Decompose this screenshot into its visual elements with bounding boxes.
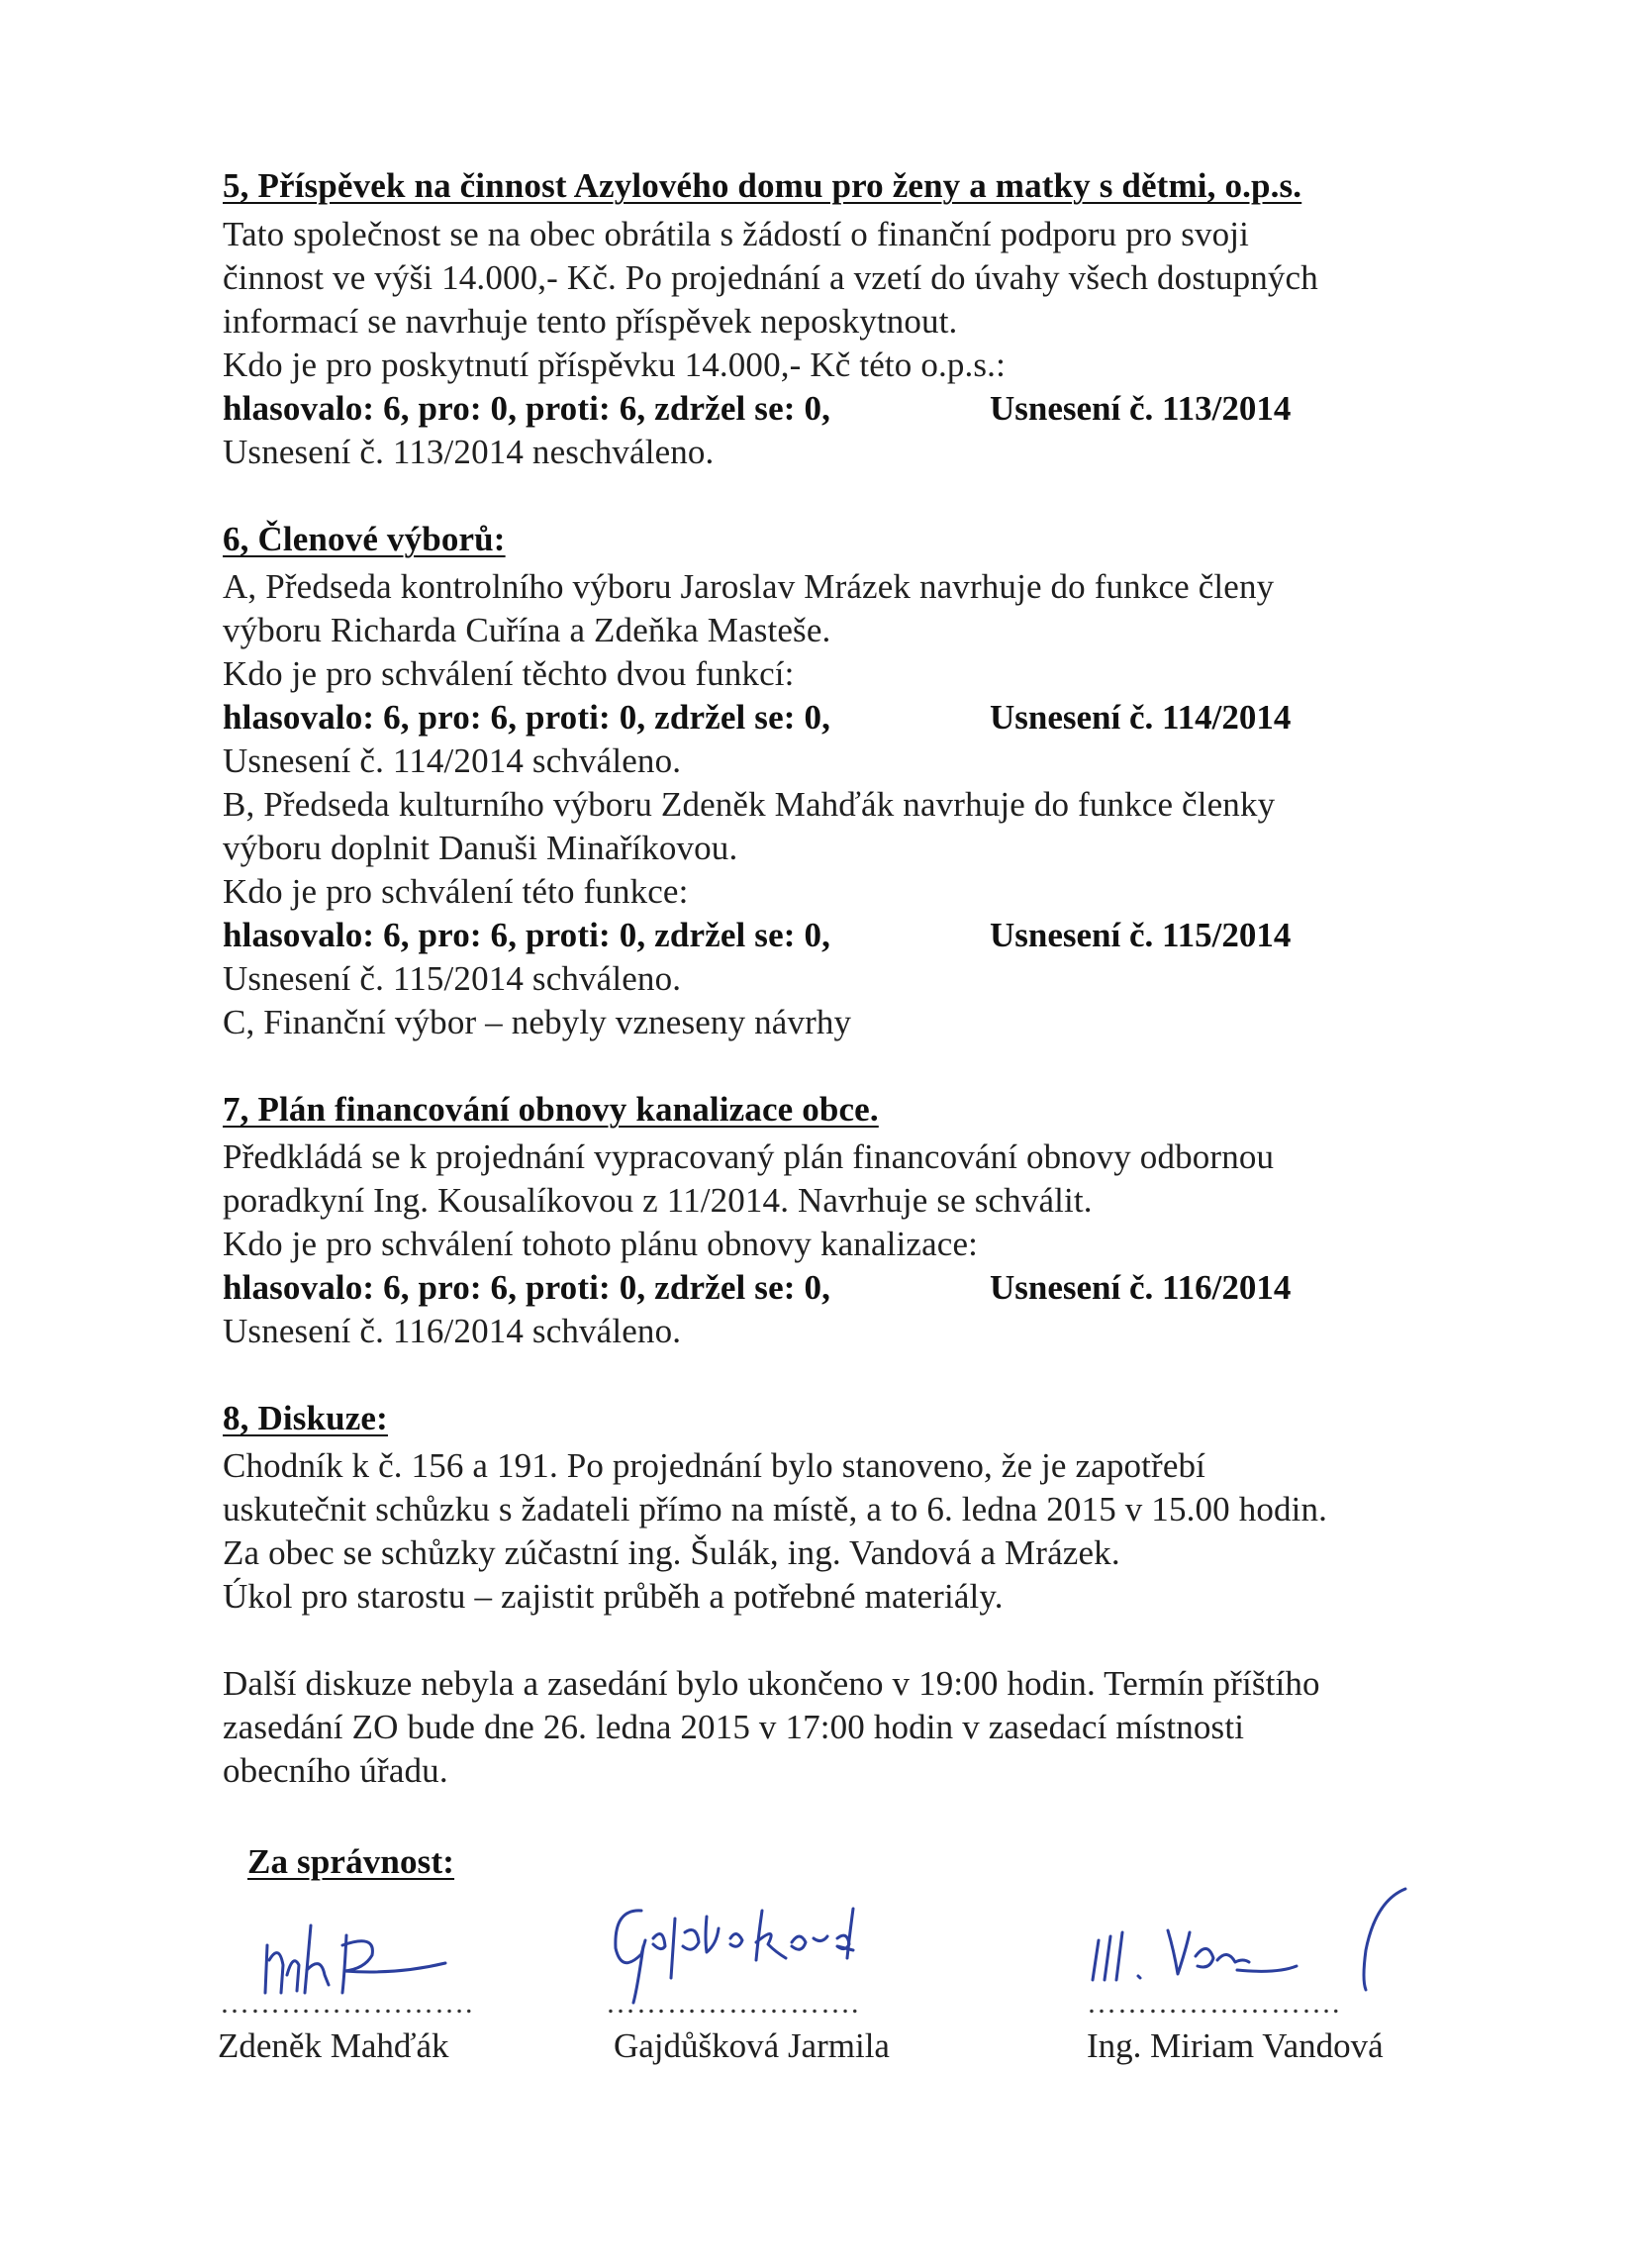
section-6a-line: A, Předseda kontrolního výboru Jaroslav Mrázek navrhuje do funkce členy bbox=[223, 567, 1275, 606]
section-6a-vote: hlasovalo: 6, pro: 6, proti: 0, zdržel se: 0, bbox=[223, 698, 831, 737]
section-6c-line: C, Finanční výbor – nebyly vzneseny návrhy bbox=[223, 1003, 852, 1041]
section-8-line: uskutečnit schůzku s žadateli přímo na místě, a to 6. ledna 2015 v 15.00 hodin. bbox=[223, 1490, 1328, 1528]
section-7-resolution: Usnesení č. 116/2014 bbox=[990, 1268, 1292, 1307]
signature-2-name: Gajdůšková Jarmila bbox=[614, 2026, 890, 2065]
section-7-heading: 7, Plán financování obnovy kanalizace obce. bbox=[223, 1090, 879, 1129]
signature-1-line: ……………………. bbox=[220, 1987, 474, 2020]
section-8-line: Za obec se schůzky zúčastní ing. Šulák, ing. Vandová a Mrázek. bbox=[223, 1533, 1120, 1572]
section-8-heading: 8, Diskuze: bbox=[223, 1399, 388, 1437]
section-6b-vote: hlasovalo: 6, pro: 6, proti: 0, zdržel se: 0, bbox=[223, 916, 831, 954]
section-6-heading: 6, Členové výborů: bbox=[223, 520, 506, 558]
section-6b-line: Kdo je pro schválení této funkce: bbox=[223, 872, 689, 911]
signature-1-name: Zdeněk Mahďák bbox=[218, 2026, 449, 2065]
section-5-vote: hlasovalo: 6, pro: 0, proti: 6, zdržel se: 0, bbox=[223, 389, 831, 428]
section-5-line: informací se navrhuje tento příspěvek neposkytnout. bbox=[223, 302, 958, 341]
section-7-vote: hlasovalo: 6, pro: 6, proti: 0, zdržel se: 0, bbox=[223, 1268, 831, 1307]
section-6a-resolution: Usnesení č. 114/2014 bbox=[990, 698, 1292, 737]
section-6a-line: výboru Richarda Cuřína a Zdeňka Masteše. bbox=[223, 611, 831, 649]
section-5-resolution: Usnesení č. 113/2014 bbox=[990, 389, 1292, 428]
signature-2-line: ……………………. bbox=[606, 1987, 860, 2020]
section-6b-line: B, Předseda kulturního výboru Zdeněk Mahďák navrhuje do funkce členky bbox=[223, 785, 1276, 824]
section-5-line: Kdo je pro poskytnutí příspěvku 14.000,- Kč této o.p.s.: bbox=[223, 345, 1006, 384]
signatures-heading: Za správnost: bbox=[247, 1842, 455, 1881]
section-5-heading: 5, Příspěvek na činnost Azylového domu pro ženy a matky s dětmi, o.p.s. bbox=[223, 166, 1302, 205]
signature-3-name: Ing. Miriam Vandová bbox=[1087, 2026, 1384, 2065]
section-7-result: Usnesení č. 116/2014 schváleno. bbox=[223, 1312, 682, 1350]
section-5-line: Tato společnost se na obec obrátila s žádostí o finanční podporu pro svoji bbox=[223, 215, 1250, 253]
section-7-line: Kdo je pro schválení tohoto plánu obnovy kanalizace: bbox=[223, 1225, 978, 1263]
section-7-line: poradkyní Ing. Kousalíkovou z 11/2014. Navrhuje se schválit. bbox=[223, 1181, 1093, 1220]
section-8-line: Úkol pro starostu – zajistit průběh a potřebné materiály. bbox=[223, 1577, 1004, 1616]
section-6b-result: Usnesení č. 115/2014 schváleno. bbox=[223, 959, 682, 998]
section-5-result: Usnesení č. 113/2014 neschváleno. bbox=[223, 433, 715, 471]
section-7-line: Předkládá se k projednání vypracovaný plán financování obnovy odbornou bbox=[223, 1137, 1275, 1176]
closing-line: zasedání ZO bude dne 26. ledna 2015 v 17:00 hodin v zasedací místnosti bbox=[223, 1708, 1245, 1746]
section-6a-result: Usnesení č. 114/2014 schváleno. bbox=[223, 741, 682, 780]
section-6b-line: výboru doplnit Danuši Minaříkovou. bbox=[223, 829, 738, 867]
closing-line: Další diskuze nebyla a zasedání bylo ukončeno v 19:00 hodin. Termín příštího bbox=[223, 1664, 1320, 1703]
signature-3-line: ……………………. bbox=[1087, 1987, 1341, 2020]
section-5-line: činnost ve výši 14.000,- Kč. Po projednání a vzetí do úvahy všech dostupných bbox=[223, 258, 1318, 297]
section-8-line: Chodník k č. 156 a 191. Po projednání bylo stanoveno, že je zapotřebí bbox=[223, 1446, 1206, 1485]
section-6b-resolution: Usnesení č. 115/2014 bbox=[990, 916, 1292, 954]
closing-line: obecního úřadu. bbox=[223, 1751, 448, 1790]
section-6a-line: Kdo je pro schválení těchto dvou funkcí: bbox=[223, 654, 795, 693]
signature-3-handwriting bbox=[1079, 1871, 1415, 2000]
